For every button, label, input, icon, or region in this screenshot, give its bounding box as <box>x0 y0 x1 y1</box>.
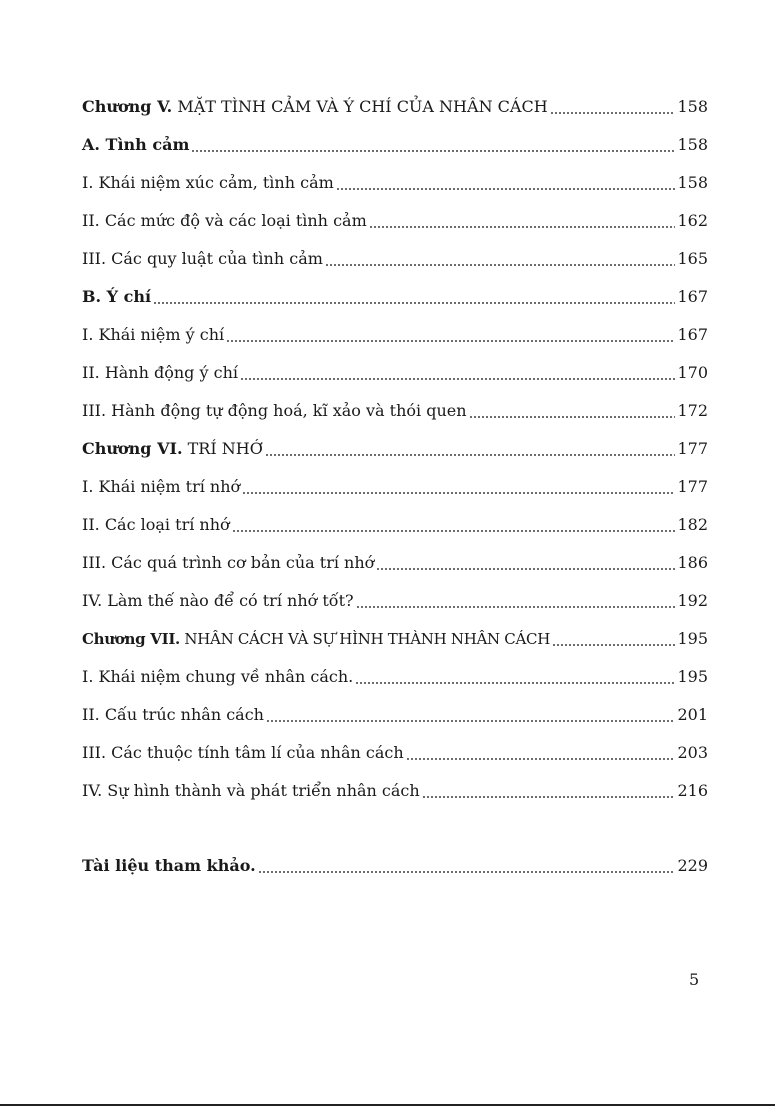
toc-entry <box>82 360 708 386</box>
toc-page-number: 177 <box>677 439 708 458</box>
toc-entry-section-b <box>82 284 708 310</box>
dot-leader <box>240 378 675 380</box>
toc-entry-chapter-7 <box>82 626 708 652</box>
toc-page-number: 158 <box>677 135 708 154</box>
toc-entry-title: II. Các loại trí nhớ <box>82 515 230 534</box>
dot-leader <box>226 340 675 342</box>
dot-leader <box>469 416 676 418</box>
page-number: 5 <box>689 970 700 989</box>
toc-page-number: 167 <box>677 287 708 306</box>
dot-leader <box>336 188 676 190</box>
toc-entry <box>82 246 708 272</box>
dot-leader <box>266 720 675 722</box>
toc-entry <box>82 702 708 728</box>
dot-leader <box>232 530 676 532</box>
toc-entry-chapter-6 <box>82 436 708 462</box>
bottom-border <box>0 1104 775 1106</box>
toc-page-number: 170 <box>677 363 708 382</box>
toc-page-number: 203 <box>677 743 708 762</box>
toc-entry-title: IV. Sự hình thành và phát triển nhân cách <box>82 781 420 800</box>
toc-entry-title: III. Các thuộc tính tâm lí của nhân cách <box>82 743 404 762</box>
toc-entry <box>82 170 708 196</box>
toc-entry-title: Chương V. MẶT TÌNH CẢM VÀ Ý CHÍ CỦA NHÂN CÁCH <box>82 97 548 116</box>
toc-page-number: 177 <box>677 477 708 496</box>
toc-page-number: 167 <box>677 325 708 344</box>
toc-page-number: 186 <box>677 553 708 572</box>
toc-entry <box>82 208 708 234</box>
dot-leader <box>153 302 675 304</box>
toc-page-number: 229 <box>677 856 708 875</box>
toc-entry <box>82 512 708 538</box>
dot-leader <box>550 112 676 114</box>
toc-entry-title: II. Cấu trúc nhân cách <box>82 705 264 724</box>
dot-leader <box>265 454 676 456</box>
toc-entry-title: I. Khái niệm ý chí <box>82 325 225 344</box>
toc-entry-title: A. Tình cảm <box>82 135 190 154</box>
toc-page-number: 201 <box>677 705 708 724</box>
toc-entry <box>82 322 708 348</box>
toc-page-number: 216 <box>677 781 708 800</box>
toc-page-number: 158 <box>677 173 708 192</box>
toc-entry-title: II. Hành động ý chí <box>82 363 239 382</box>
dot-leader <box>356 606 676 608</box>
toc-entry <box>82 740 708 766</box>
dot-leader <box>242 492 675 494</box>
toc-entry-title: IV. Làm thế nào để có trí nhớ tốt? <box>82 591 354 610</box>
dot-leader <box>325 264 676 266</box>
dot-leader <box>422 796 676 798</box>
toc-entry-title: III. Hành động tự động hoá, kĩ xảo và thói quen <box>82 401 467 420</box>
toc-page-number: 165 <box>677 249 708 268</box>
toc-page-number: 182 <box>677 515 708 534</box>
toc-page-number: 162 <box>677 211 708 230</box>
toc-page-number: 195 <box>677 667 708 686</box>
toc-page-number: 195 <box>677 629 708 648</box>
toc-entry <box>82 398 708 424</box>
toc-entry-title: Tài liệu tham khảo. <box>82 856 256 875</box>
toc-entry-title: Chương VI. TRÍ NHỚ <box>82 439 263 458</box>
toc-entry-title: B. Ý chí <box>82 287 152 306</box>
toc-entry-title: Chương VII. NHÂN CÁCH VÀ SỰ HÌNH THÀNH NHÂN CÁCH <box>82 630 550 648</box>
toc-entry-title: I. Khái niệm xúc cảm, tình cảm <box>82 173 334 192</box>
toc-page-number: 158 <box>677 97 708 116</box>
toc-entry <box>82 474 708 500</box>
toc-entry-title: III. Các quy luật của tình cảm <box>82 249 323 268</box>
toc-page-number: 172 <box>677 401 708 420</box>
toc-entry-title: I. Khái niệm trí nhớ <box>82 477 241 496</box>
dot-leader <box>406 758 676 760</box>
dot-leader <box>258 871 676 873</box>
toc-entry <box>82 664 708 690</box>
toc-page-number: 192 <box>677 591 708 610</box>
toc-entry-chapter-5 <box>82 94 708 120</box>
toc-entry <box>82 588 708 614</box>
toc-entry <box>82 778 708 804</box>
dot-leader <box>355 682 675 684</box>
toc-entry-section-a <box>82 132 708 158</box>
toc-entry <box>82 550 708 576</box>
dot-leader <box>552 644 675 646</box>
toc-entry-title: I. Khái niệm chung về nhân cách. <box>82 667 354 686</box>
toc-entry-title: II. Các mức độ và các loại tình cảm <box>82 211 367 230</box>
dot-leader <box>191 150 675 152</box>
dot-leader <box>369 226 676 228</box>
toc-entry-references <box>82 853 708 879</box>
dot-leader <box>376 568 675 570</box>
toc-entry-title: III. Các quá trình cơ bản của trí nhớ <box>82 553 375 572</box>
